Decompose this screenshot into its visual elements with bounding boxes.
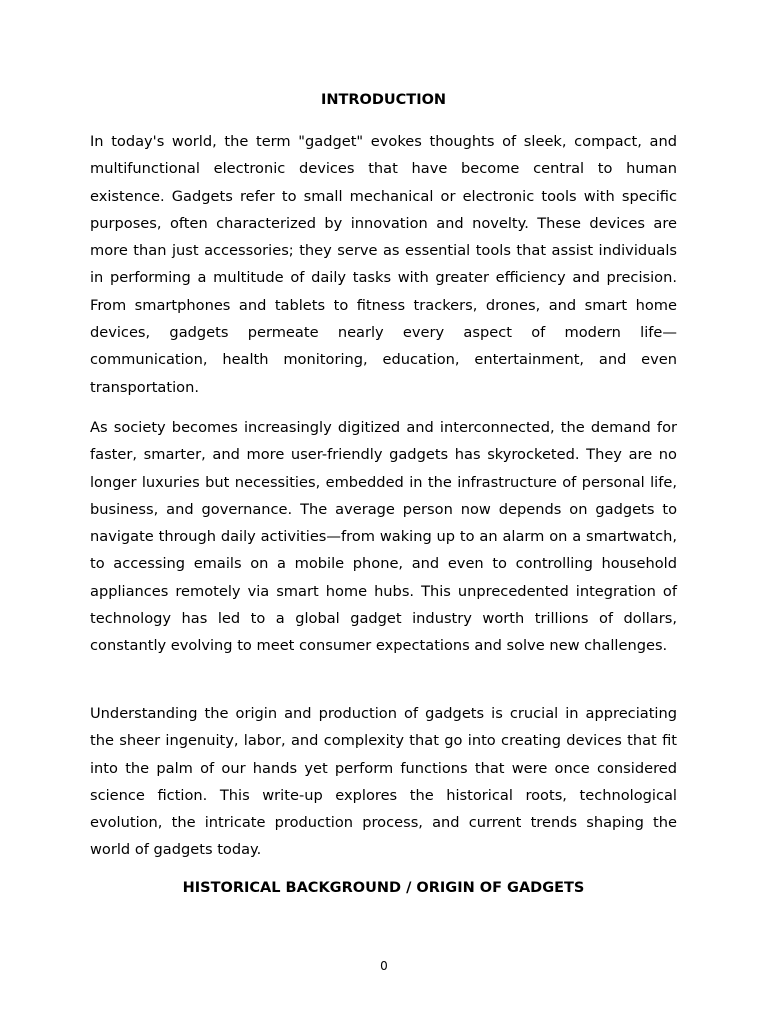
section-heading-introduction: INTRODUCTION bbox=[320, 92, 447, 108]
paragraph-1: In today's world, the term "gadget" evokes thoughts of sleek, compact, and multifunctional electronic devices that have become central to human existence. Gadgets refer to small mechanical or electronic tools with specific purposes, often characterized by innovation and novelty. These devices are more than just accessories; they serve as essential tools that assist individuals in performing a multitude of daily tasks with greater efficiency and precision. From smartphones and tablets to fitness trackers, drones, and smart home devices, gadgets permeate nearly every aspect of modern life—communication, health monitoring, education, entertainment, and even transportation. bbox=[90, 133, 677, 396]
paragraph-3: Understanding the origin and production of gadgets is crucial in appreciating the sheer ingenuity, labor, and complexity that go into creating devices that fit into the palm of our hands yet perform functions that were once considered science fiction. This write-up explores the historical roots, technological evolution, the intricate production process, and current trends shaping the world of gadgets today. bbox=[90, 705, 677, 859]
paragraph-2: As society becomes increasingly digitized and interconnected, the demand for faster, smarter, and more user-friendly gadgets has skyrocketed. They are no longer luxuries but necessities, embedded in the infrastructure of personal life, business, and governance. The average person now depends on gadgets to navigate through daily activities—from waking up to an alarm on a smartwatch, to accessing emails on a mobile phone, and even to controlling household appliances remotely via smart home hubs. This unprecedented integration of technology has led to a global gadget industry worth trillions of dollars, constantly evolving to meet consumer expectations and solve new challenges. bbox=[90, 419, 677, 655]
page-number: 0 bbox=[380, 959, 388, 973]
section-heading-historical-background: HISTORICAL BACKGROUND / ORIGIN OF GADGETS bbox=[182, 880, 585, 896]
